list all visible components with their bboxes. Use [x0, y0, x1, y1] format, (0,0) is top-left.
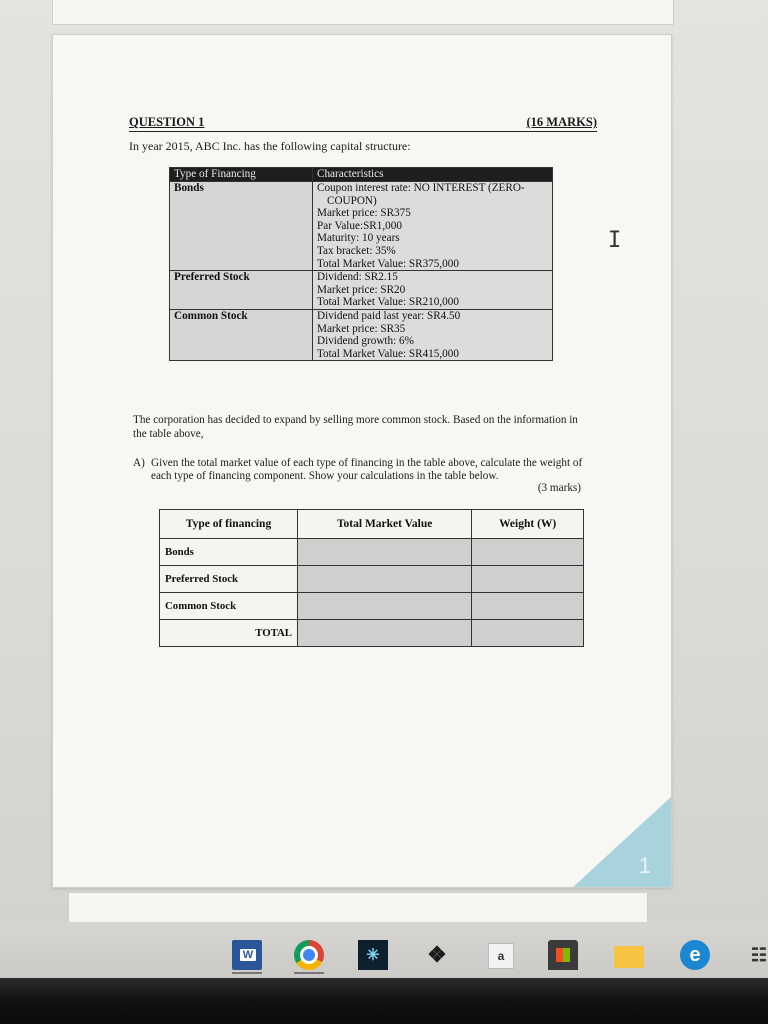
dropbox-icon[interactable]: ❖ — [427, 942, 447, 967]
document-page[interactable] — [52, 34, 672, 888]
char-line: Dividend paid last year: SR4.50 — [317, 309, 461, 322]
char-line: COUPON) — [327, 194, 377, 207]
bonds-market-value-cell[interactable] — [298, 539, 472, 566]
app-icon[interactable]: ✳ — [358, 940, 388, 970]
chrome-icon[interactable] — [294, 940, 324, 970]
action-center-icon[interactable]: ☷ — [750, 944, 768, 965]
header-type: Type of financing — [160, 510, 298, 539]
char-line: Dividend growth: 6% — [317, 335, 414, 348]
row-type-preferred-stock: Preferred Stock — [170, 271, 313, 310]
question-title: QUESTION 1 — [129, 115, 205, 129]
char-line: Market price: SR375 — [317, 207, 411, 220]
amazon-icon[interactable] — [488, 943, 514, 969]
page-corner-decoration — [573, 797, 671, 887]
row-label-total: TOTAL — [160, 620, 298, 647]
monitor-bezel — [0, 978, 768, 1024]
preferred-market-value-cell[interactable] — [298, 566, 472, 593]
capital-table-header — [170, 168, 553, 182]
header-type-of-financing: Type of Financing — [170, 168, 313, 182]
char-line: Maturity: 10 years — [317, 232, 400, 245]
table-row — [170, 271, 553, 310]
intro-text: In year 2015, ABC Inc. has the following capital structure: — [129, 139, 411, 153]
bonds-weight-cell[interactable] — [472, 539, 584, 566]
header-characteristics: Characteristics — [313, 168, 553, 182]
text-cursor-icon: I — [608, 228, 622, 253]
preferred-characteristics — [313, 271, 553, 310]
word-icon[interactable] — [232, 940, 262, 970]
char-line: Total Market Value: SR210,000 — [317, 296, 459, 309]
char-line: Coupon interest rate: NO INTEREST (ZERO- — [317, 182, 525, 194]
answer-table-header — [160, 510, 584, 539]
header-weight: Weight (W) — [472, 510, 584, 539]
char-line: Tax bracket: 35% — [317, 244, 396, 257]
total-market-value-cell[interactable] — [298, 620, 472, 647]
taskbar — [0, 922, 768, 980]
chrome-active-indicator — [294, 972, 324, 974]
question-header — [129, 113, 597, 132]
common-characteristics — [313, 309, 553, 360]
word-active-indicator — [232, 972, 262, 974]
question-a-label: A) — [133, 457, 145, 469]
table-row — [160, 566, 584, 593]
question-marks: (16 MARKS) — [526, 115, 597, 129]
file-explorer-icon[interactable] — [614, 946, 644, 968]
question-a-text: Given the total market value of each type of financing in the table above, calculate the weight of each type of financing component. Show your calculations in the table below. — [151, 457, 583, 482]
common-market-value-cell[interactable] — [298, 593, 472, 620]
char-line: Par Value:SR1,000 — [317, 219, 402, 232]
bonds-characteristics — [313, 182, 553, 271]
capital-structure-table — [169, 167, 553, 361]
page-number: 1 — [638, 853, 651, 878]
header-total-market-value: Total Market Value — [298, 510, 472, 539]
row-type-common-stock: Common Stock — [170, 309, 313, 360]
table-row — [160, 539, 584, 566]
previous-page-edge — [52, 0, 674, 25]
row-label-bonds: Bonds — [160, 539, 298, 566]
char-line: Market price: SR35 — [317, 322, 406, 335]
table-row — [160, 620, 584, 647]
char-line: Total Market Value: SR415,000 — [317, 347, 459, 360]
question-a-marks: (3 marks) — [537, 482, 581, 494]
question-a — [133, 457, 593, 495]
total-weight-cell[interactable] — [472, 620, 584, 647]
body-paragraph: The corporation has decided to expand by selling more common stock. Based on the information in the table above, — [133, 414, 578, 440]
preferred-weight-cell[interactable] — [472, 566, 584, 593]
table-row — [160, 593, 584, 620]
store-icon[interactable] — [548, 940, 578, 970]
char-line: Total Market Value: SR375,000 — [317, 257, 459, 270]
char-line: Market price: SR20 — [317, 283, 406, 296]
edge-icon[interactable]: e — [680, 940, 710, 970]
word-letter: W — [240, 949, 256, 961]
weights-answer-table — [159, 509, 584, 647]
row-type-bonds: Bonds — [170, 182, 313, 271]
char-line: Dividend: SR2.15 — [317, 271, 398, 284]
row-label-common-stock: Common Stock — [160, 593, 298, 620]
row-label-preferred-stock: Preferred Stock — [160, 566, 298, 593]
amazon-letter: a — [497, 949, 505, 963]
common-weight-cell[interactable] — [472, 593, 584, 620]
table-row — [170, 309, 553, 360]
table-row — [170, 182, 553, 271]
